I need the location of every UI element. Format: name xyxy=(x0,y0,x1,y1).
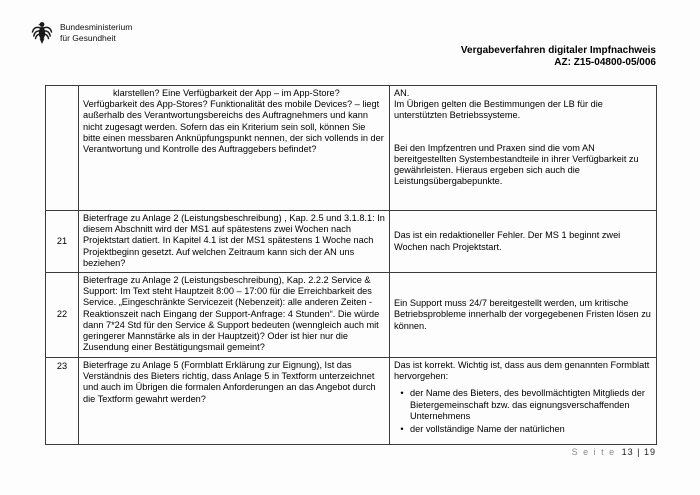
question-cell xyxy=(79,358,390,445)
answer-cell xyxy=(390,358,657,445)
row-number: 23 xyxy=(46,358,79,445)
bullet-icon: • xyxy=(400,388,404,399)
bullet-icon: • xyxy=(400,424,404,435)
answer-paragraph: AN. xyxy=(394,88,410,98)
footer-page-label: S e i t e xyxy=(571,447,616,457)
ministry-name xyxy=(60,19,132,43)
answer-bullet-list xyxy=(394,388,652,435)
question-cell xyxy=(79,86,390,211)
answer-paragraph: Bei den Impfzentren und Praxen sind die vom AN bereitgestellten Systembestandteile in ihrer Verfügbarkeit zu gewährleisten. Hieraus ergeben sich auch die Leistungsübergabepunkte. xyxy=(394,142,639,187)
answer-intro: Das ist korrekt. Wichtig ist, dass aus dem genannten Formblatt hervorgehen: xyxy=(394,360,650,382)
case-number: AZ: Z15-04800-05/006 xyxy=(554,57,656,68)
answer-cell xyxy=(390,86,657,211)
table-row xyxy=(46,211,657,273)
federal-eagle-icon xyxy=(30,19,54,46)
question-text: klarstellen? Eine Verfügbarkeit der App – im App-Store? Verfügbarkeit des App-Stores? Funktionalität des mobile Devices? – liegt außerhalb des Verantwortungsbereichs des Auftragnehmers und kann nicht zugesagt werden. Sofern das ein Kriterium sein soll, können Sie bitte einen messbaren Anknüpfungspunkt nennen, der sich vollends in der Verantwortung und Kontrolle des Auftraggebers befindet? xyxy=(83,88,384,155)
answer-cell xyxy=(390,273,657,358)
question-text: Bieterfrage zu Anlage 2 (Leistungsbeschreibung) , Kap. 2.5 und 3.1.8.1: In diesem Abschnitt wird der MS1 auf spätestens zwei Wochen nach Projektstart datiert. In Kapitel 4.1 ist der MS1 spätestens 1 Woche nach Projektbeginn gesetzt. Auf welchen Zeitraum kann sich der AN uns beziehen? xyxy=(83,213,385,268)
table-row xyxy=(46,86,657,211)
question-text: Bieterfrage zu Anlage 5 (Formblatt Erklärung zur Eignung), Ist das Verständnis des Bieters richtig, dass Anlage 5 in Textform unterzeichnet und auch im Übrigen die formalen Anforderungen an das Angebot durch die Textform gewahrt werden? xyxy=(83,360,376,404)
question-text: Bieterfrage zu Anlage 2 (Leistungsbeschreibung), Kap. 2.2.2 Service & Support: Im Text steht Hauptzeit 8:00 – 17:00 für die Erreichbarkeit des Service. „Eingeschränkte Servicezeit (Nebenzeit): alle anderen Zeiten - Reaktionszeit nach Eingang der Support-Anfrage: 4 Stunden“. Die würde dann 7*24 Std für den Service & Support bedeuten (wenngleich auch mit geringerer Mannstärke als in der Hauptzeit)? Oder ist hier nur die Zusendung einer Bestätigungsmail gemeint? xyxy=(83,275,380,353)
document-header xyxy=(461,45,656,69)
question-cell xyxy=(79,211,390,273)
table-row xyxy=(46,358,657,445)
answer-paragraph: Im Übrigen gelten die Bestimmungen der LB für die unterstützten Betriebssysteme. xyxy=(394,99,603,121)
row-number xyxy=(46,86,79,211)
row-number: 21 xyxy=(46,211,79,273)
qa-table xyxy=(45,85,657,445)
document-title: Vergabeverfahren digitaler Impfnachweis xyxy=(460,45,656,56)
answer-paragraph: Ein Support muss 24/7 bereitgestellt werden, um kritische Betriebsprobleme innerhalb der vorgegebenen Fristen lösen zu können. xyxy=(394,298,651,331)
answer-cell xyxy=(390,211,657,273)
ministry-logo xyxy=(30,19,132,46)
row-number: 22 xyxy=(46,273,79,358)
table-row xyxy=(46,273,657,358)
question-cell xyxy=(79,273,390,358)
list-item xyxy=(394,388,652,422)
answer-paragraph: Das ist ein redaktioneller Fehler. Der MS 1 beginnt zwei Wochen nach Projektstart. xyxy=(394,230,621,252)
bullet-text: der Name des Bieters, des bevollmächtigten Mitglieds der Bietergemeinschaft bzw. das eignungsverschaffenden Unternehmens xyxy=(410,388,645,421)
footer-page-number: 13 | 19 xyxy=(621,447,656,457)
page-footer xyxy=(572,447,656,458)
ministry-name-line1: Bundesministerium xyxy=(60,22,133,32)
bullet-text: der vollständige Name der natürlichen xyxy=(410,424,565,435)
ministry-name-line2: für Gesundheit xyxy=(60,32,116,43)
list-item xyxy=(394,424,652,435)
